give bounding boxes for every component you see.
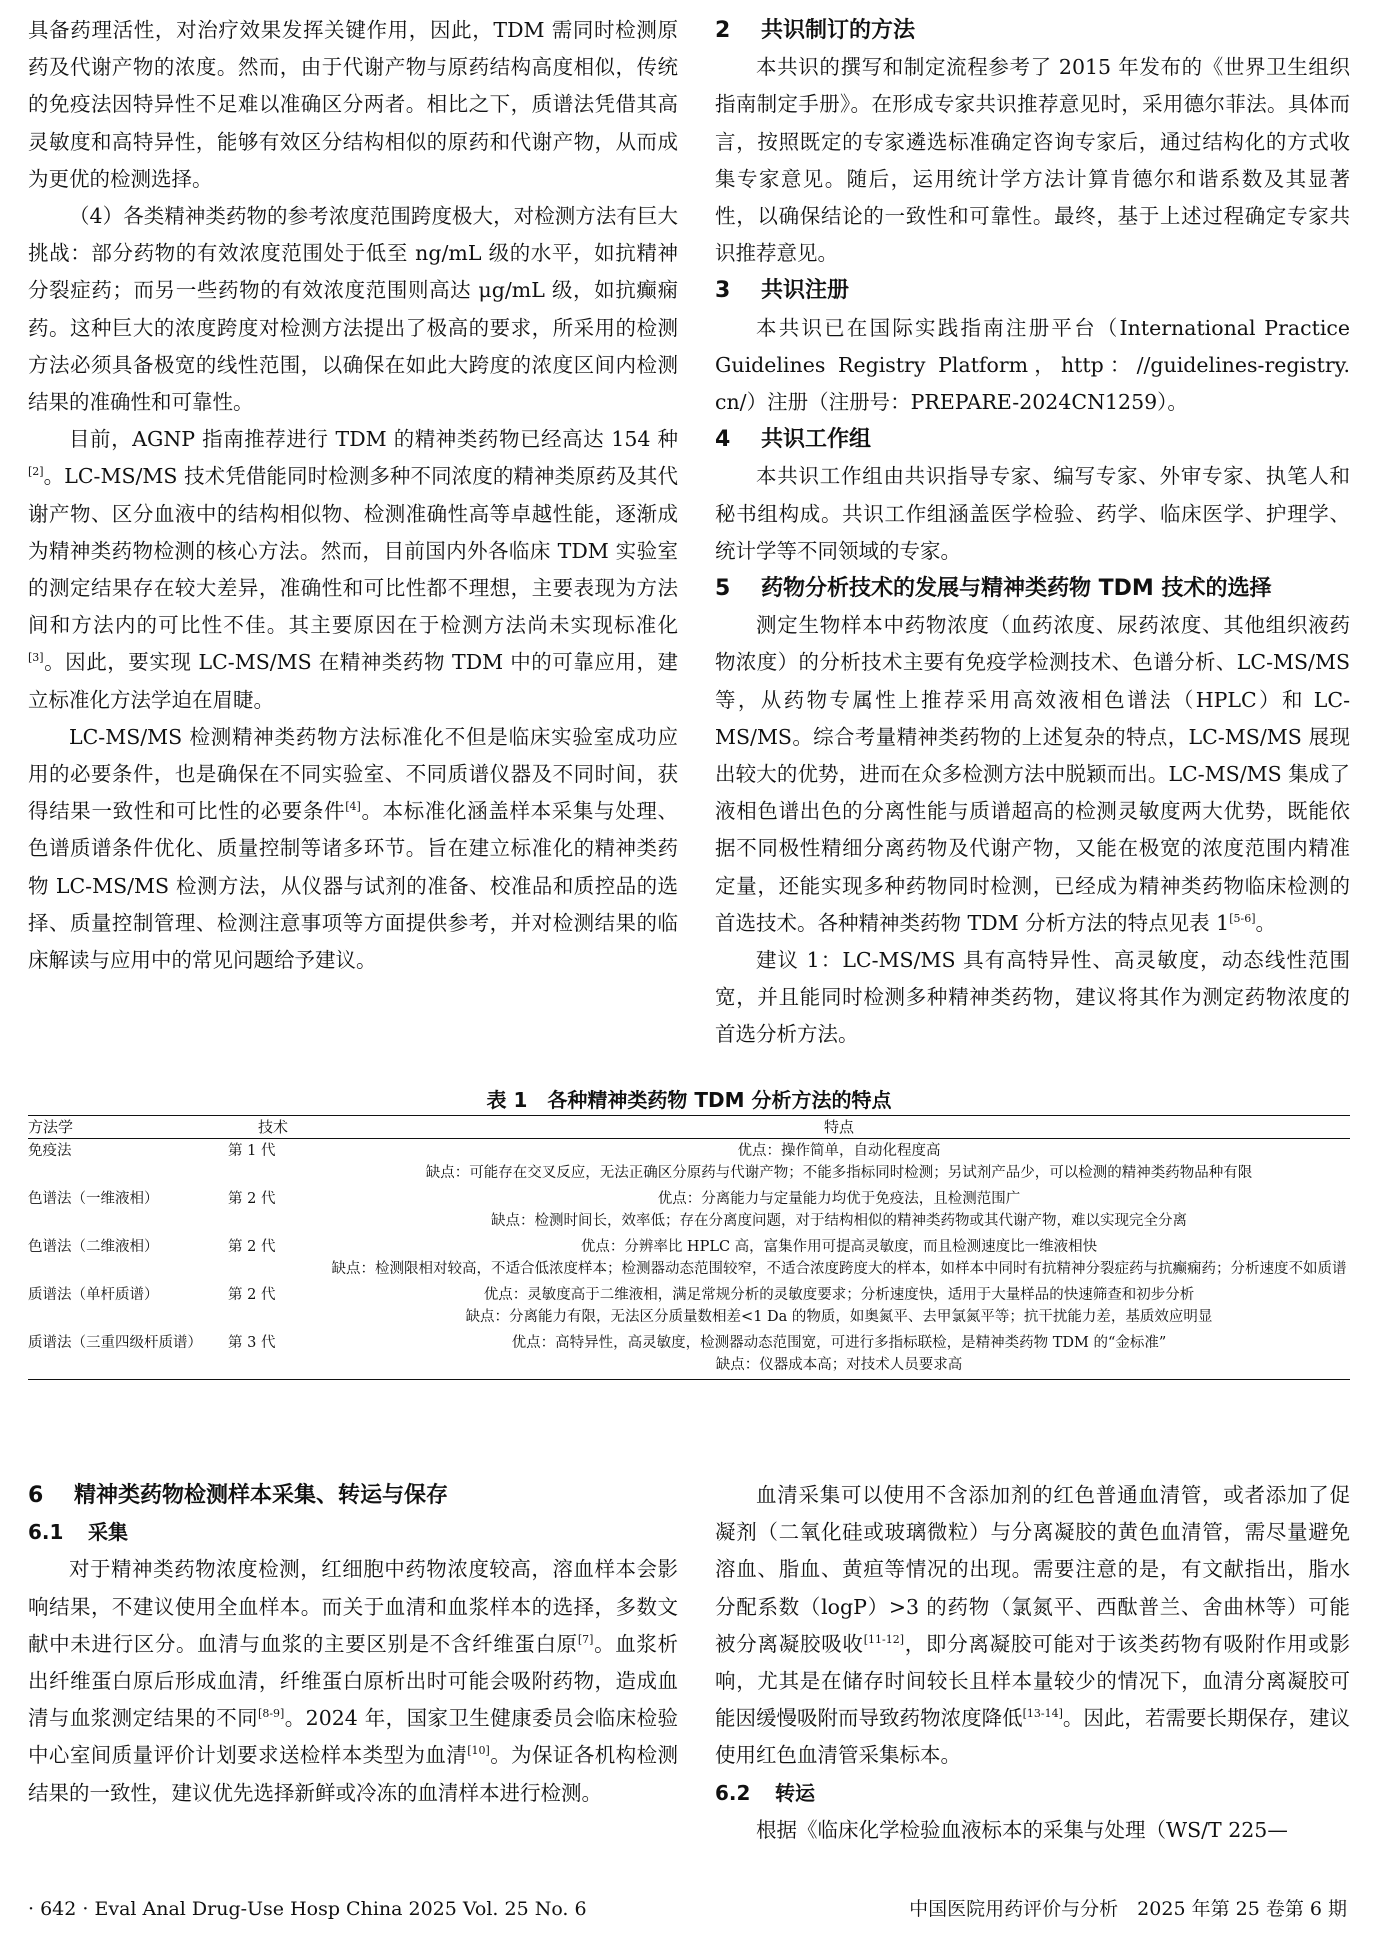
section-title: 共识制订的方法: [761, 18, 916, 43]
subsection-title: 采集: [88, 1520, 128, 1545]
subsection-heading: [28, 1514, 678, 1551]
section-heading: [715, 12, 1350, 49]
header-method: 方法学: [28, 1118, 74, 1136]
subsection-number: 6.1: [28, 1520, 64, 1545]
right-column-top: [715, 12, 1350, 1054]
header-tech: 技术: [258, 1118, 289, 1136]
subsection-title: 转运: [775, 1780, 815, 1805]
section-title: 药物分析技术的发展与精神类药物 TDM 技术的选择: [761, 576, 1272, 602]
table-header-row: [28, 1116, 1350, 1138]
cell-features: [328, 1332, 1350, 1376]
cell-tech: 第 1 代: [228, 1143, 276, 1159]
text-run: 。因此，要实现 LC-MS/MS 在精神类药物 TDM 中的可靠应用，建立标准化方法学迫在眉睫。: [28, 650, 678, 712]
paragraph: 具备药理活性，对治疗效果发挥关键作用，因此，TDM 需同时检测原药及代谢产物的浓度。然而，由于代谢产物与原药结构高度相似，传统的免疫法因特异性不足难以准确区分两者。相比之下，质谱法凭借其高灵敏度和高特异性，能够有效区分结构相似的原药和代谢产物，从而成为更优的检测选择。: [28, 18, 678, 191]
text-run: 。2024 年，国家卫生健康委员会临床检验中心室间质量评价计划要求送检样本类型为血清: [28, 1706, 679, 1768]
cell-con: 缺点：检测时间长，效率低；存在分离度问题，对于结构相似的精神类药物或其代谢产物，难以实现完全分离: [491, 1213, 1187, 1229]
cell-tech: 第 2 代: [228, 1239, 276, 1255]
section-title: 共识工作组: [761, 427, 872, 453]
cell-pro: 优点：灵敏度高于二维液相，满足常规分析的灵敏度要求；分析速度快，适用于大量样品的快速筛查和初步分析: [483, 1287, 1195, 1303]
paragraph: 本共识的撰写和制定流程参考了 2015 年发布的《世界卫生组织指南制定手册》。在形成专家共识推荐意见时，采用德尔菲法。具体而言，按照既定的专家遴选标准确定咨询专家后，通过结构化的方式收集专家意见。随后，运用统计学方法计算肯德尔和谐系数及其显著性，以确保结论的一致性和可靠性。最终，基于上述过程确定专家共识推荐意见。: [715, 55, 1350, 266]
citation: [4]: [345, 800, 361, 814]
right-column-bottom: [715, 1477, 1350, 1849]
cell-features: [328, 1236, 1350, 1280]
section-heading: [715, 570, 1350, 607]
cell-tech: 第 2 代: [228, 1287, 276, 1303]
paragraph: 本共识已在国际实践指南注册平台（International Practice Guidelines Registry Platform，http：//guidelines-registry. cn/）注册（注册号：PREPARE-2024CN1259）。: [715, 315, 1350, 415]
cell-pro: 优点：分离能力与定量能力均优于免疫法，且检测范围广: [657, 1191, 1021, 1207]
paragraph: [28, 719, 678, 979]
paragraph: 本共识工作组由共识指导专家、编写专家、外审专家、执笔人和秘书组构成。共识工作组涵盖医学检验、药学、临床医学、护理学、统计学等不同领域的专家。: [715, 464, 1350, 563]
section-number: 3: [715, 278, 731, 304]
citation: [10]: [467, 1744, 490, 1758]
cell-method: 色谱法（二维液相）: [28, 1239, 159, 1255]
table-bottom-rule: [28, 1379, 1350, 1380]
text-run: 。为保证各机构检测结果的一致性，建议优先选择新鲜或冷冻的血清样本进行检测。: [28, 1743, 679, 1805]
cell-con: 缺点：分离能力有限，无法区分质量数相差<1 Da 的物质，如奥氮平、去甲氯氮平等；抗干扰能力差，基质效应明显: [465, 1309, 1213, 1325]
cell-method: 免疫法: [28, 1143, 72, 1159]
text-run: 。LC-MS/MS 技术凭借能同时检测多种不同浓度的精神类原药及其代谢产物、区分血液中的结构相似物、检测准确性高等卓越性能，逐渐成为精神类药物检测的核心方法。然而，目前国内外各临床 TDM 实验室的测定结果存在较大差异，准确性和可比性都不理想，主要表现为方法间和方法内的可比性不佳。其主要原因在于检测方法尚未实现标准化: [28, 464, 678, 638]
text-run: 。血浆析出纤维蛋白原后形成血清，纤维蛋白原析出时可能会吸附药物，造成血清与血浆测定结果的不同: [28, 1631, 679, 1731]
subsection-heading: [715, 1775, 1350, 1812]
subsection-number: 6.2: [715, 1780, 751, 1805]
section-number: 4: [715, 427, 731, 453]
table-1: [28, 1085, 1350, 1380]
paragraph: [715, 607, 1350, 942]
cell-pro: 优点：分辨率比 HPLC 高，富集作用可提高灵敏度，而且检测速度比一维液相快: [580, 1239, 1098, 1255]
text-run: LC-MS/MS 检测精神类药物方法标准化不但是临床实验室成功应用的必要条件，也是确保在不同实验室、不同质谱仪器及不同时间，获得结果一致性和可比性的必要条件: [28, 724, 678, 824]
cell-pro: 优点：操作简单，自动化程度高: [737, 1143, 941, 1159]
section-heading: [715, 272, 1350, 309]
paragraph: [28, 1551, 678, 1811]
section-number: 5: [715, 576, 731, 602]
table-body: [28, 1139, 1350, 1379]
cell-features: [328, 1284, 1350, 1328]
cell-method: 质谱法（三重四级杆质谱）: [28, 1335, 202, 1351]
section-number: 2: [715, 18, 731, 43]
cell-method: 质谱法（单杆质谱）: [28, 1287, 159, 1303]
text-run: ，即分离凝胶可能对于该类药物有吸附作用或影响，尤其是在储存时间较长且样本量较少的情况下，血清分离凝胶可能因缓慢吸附而导致药物浓度降低: [715, 1631, 1351, 1731]
section-title: 共识注册: [761, 278, 850, 304]
text-run: 测定生物样本中药物浓度（血药浓度、尿药浓度、其他组织液药物浓度）的分析技术主要有免疫学检测技术、色谱分析、LC-MS/MS 等，从药物专属性上推荐采用高效液相色谱法（HPLC）和 LC-MS/MS。综合考量精神类药物的上述复杂的特点，LC-MS/MS 展现出较大的优势，进而在众多检测方法中脱颖而出。LC-MS/MS 集成了液相色谱出色的分离性能与质谱超高的检测灵敏度两大优势，既能依据不同极性精细分离药物及代谢产物，又能在极宽的浓度范围内精准定量，还能实现多种药物同时检测，已经成为精神类药物临床检测的首选技术。各种精神类药物 TDM 分析方法的特点见表 1: [715, 613, 1350, 935]
text-run: 血清采集可以使用不含添加剂的红色普通血清管，或者添加了促凝剂（二氧化硅或玻璃微粒）与分离凝胶的黄色血清管，需尽量避免溶血、脂血、黄疸等情况的出现。需要注意的是，有文献指出，脂水分配系数（logP）>3 的药物（氯氮平、西酞普兰、舍曲林等）可能被分离凝胶吸收: [715, 1483, 1350, 1656]
cell-features: [328, 1188, 1350, 1232]
citation: [3]: [28, 651, 44, 665]
recommendation-paragraph: 建议 1：LC-MS/MS 具有高特异性、高灵敏度，动态线性范围宽，并且能同时检测多种精神类药物，建议将其作为测定药物浓度的首选分析方法。: [715, 948, 1350, 1047]
text-run: 。: [1255, 910, 1276, 935]
paragraph: [28, 421, 678, 719]
page-footer-right: 中国医院用药评价与分析 2025 年第 25 卷第 6 期: [909, 1898, 1347, 1920]
citation: [11-12]: [863, 1632, 904, 1646]
cell-con: 缺点：仪器成本高；对技术人员要求高: [715, 1357, 963, 1373]
table-row: [28, 1235, 1350, 1283]
table-row: [28, 1331, 1350, 1379]
section-heading: [28, 1477, 678, 1514]
paragraph: 根据《临床化学检验血液标本的采集与处理（WS/T 225—: [756, 1817, 1288, 1842]
citation: [7]: [577, 1632, 594, 1646]
cell-con: 缺点：检测限相对较高，不适合低浓度样本；检测器动态范围较窄，不适合浓度跨度大的样本，如样本中同时有抗精神分裂症药与抗癫痫药；分析速度不如质谱: [331, 1261, 1347, 1277]
left-column-bottom: [28, 1477, 678, 1812]
header-features: 特点: [823, 1118, 854, 1136]
paragraph: [715, 1477, 1350, 1775]
citation: [13-14]: [1022, 1707, 1063, 1721]
cell-tech: 第 3 代: [228, 1335, 276, 1351]
citation: [5-6]: [1229, 912, 1256, 926]
paragraph: （4）各类精神类药物的参考浓度范围跨度极大，对检测方法有巨大挑战：部分药物的有效浓度范围处于低至 ng/mL 级的水平，如抗精神分裂症药；而另一些药物的有效浓度范围则高达 μg/mL 级，如抗癫痫药。这种巨大的浓度跨度对检测方法提出了极高的要求，所采用的检测方法必须具备极宽的线性范围，以确保在如此大跨度的浓度区间内检测结果的准确性和可靠性。: [28, 204, 678, 415]
left-column-top: [28, 12, 678, 979]
citation: [8-9]: [258, 1707, 285, 1721]
text-run: 对于精神类药物浓度检测，红细胞中药物浓度较高，溶血样本会影响结果，不建议使用全血样本。而关于血清和血浆样本的选择，多数文献中未进行区分。血清与血浆的主要区别是不含纤维蛋白原: [28, 1557, 678, 1656]
text-run: 。因此，若需要长期保存，建议使用红色血清管采集标本。: [715, 1706, 1351, 1768]
section-number: 6: [28, 1483, 44, 1508]
cell-features: [328, 1140, 1350, 1184]
cell-pro: 优点：高特异性，高灵敏度，检测器动态范围宽，可进行多指标联检，是精神类药物 TDM 的“金标准”: [511, 1335, 1167, 1351]
text-run: 。本标准化涵盖样本采集与处理、色谱质谱条件优化、质量控制等诸多环节。旨在建立标准化的精神类药物 LC-MS/MS 检测方法，从仪器与试剂的准备、校准品和质控品的选择、质量控制管理、检测注意事项等方面提供参考，并对检测结果的临床解读与应用中的常见问题给予建议。: [28, 799, 678, 973]
table-row: [28, 1283, 1350, 1331]
text-run: 目前，AGNP 指南推荐进行 TDM 的精神类药物已经高达 154 种: [69, 427, 678, 452]
citation: [2]: [28, 465, 44, 479]
section-heading: [715, 421, 1350, 458]
table-caption: 表 1 各种精神类药物 TDM 分析方法的特点: [486, 1088, 892, 1112]
table-row: [28, 1139, 1350, 1187]
cell-method: 色谱法（一维液相）: [28, 1191, 159, 1207]
section-title: 精神类药物检测样本采集、转运与保存: [74, 1483, 449, 1508]
cell-tech: 第 2 代: [228, 1191, 276, 1207]
table-row: [28, 1187, 1350, 1235]
cell-con: 缺点：可能存在交叉反应，无法正确区分原药与代谢产物；不能多指标同时检测；另试剂产品少，可以检测的精神类药物品种有限: [425, 1165, 1253, 1181]
page-footer-left: · 642 · Eval Anal Drug-Use Hosp China 2025 Vol. 25 No. 6: [28, 1898, 587, 1920]
